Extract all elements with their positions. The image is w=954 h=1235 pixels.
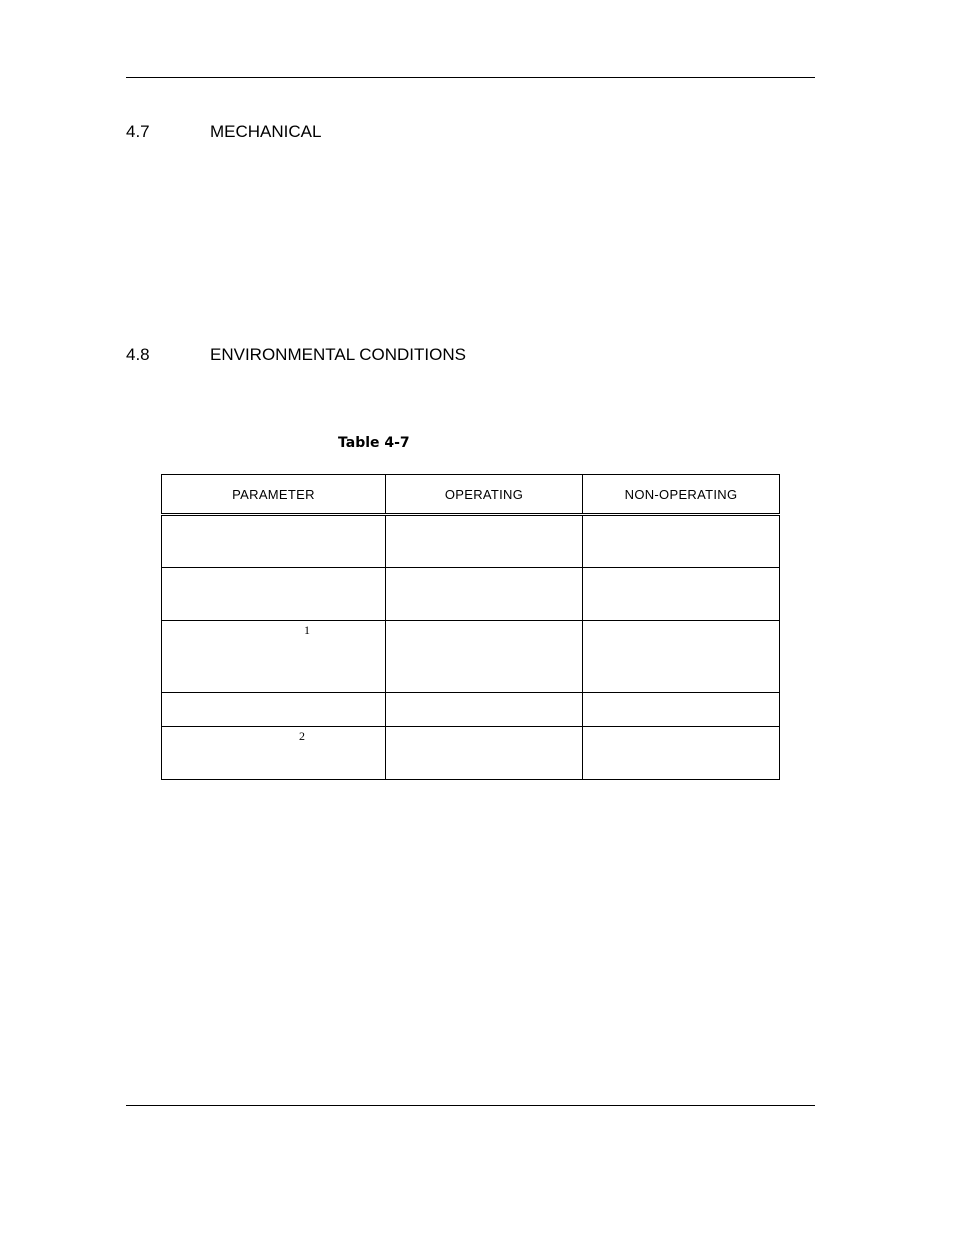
- table-cell: [162, 693, 386, 727]
- header-non-operating: NON-OPERATING: [583, 475, 780, 515]
- table-cell: [583, 515, 780, 568]
- footnote-mark: 2: [299, 729, 305, 743]
- table-cell: [386, 727, 583, 780]
- table-cell: [386, 693, 583, 727]
- table-cell: [386, 515, 583, 568]
- table-header-row: [162, 475, 780, 515]
- table-cell: [386, 621, 583, 693]
- header-rule: [126, 77, 815, 78]
- table-cell: [583, 727, 780, 780]
- environmental-table: [161, 474, 780, 780]
- table-row: [162, 693, 780, 727]
- table-cell: [386, 568, 583, 621]
- table-cell: [162, 621, 386, 693]
- header-operating: OPERATING: [386, 475, 583, 515]
- table-cell: [583, 568, 780, 621]
- table-cell: [583, 621, 780, 693]
- table-caption: Table 4-7: [338, 435, 410, 451]
- section-title: MECHANICAL: [210, 122, 322, 141]
- table-row: [162, 621, 780, 693]
- footer-rule: [126, 1105, 815, 1106]
- table-cell: [162, 727, 386, 780]
- section-number: 4.8: [126, 345, 150, 364]
- section-title: ENVIRONMENTAL CONDITIONS: [210, 345, 466, 364]
- table-row: [162, 515, 780, 568]
- section-number: 4.7: [126, 122, 150, 141]
- table-cell: [162, 568, 386, 621]
- table-cell: [583, 693, 780, 727]
- table-cell: [162, 515, 386, 568]
- footnote-mark: 1: [304, 623, 310, 637]
- header-parameter: PARAMETER: [162, 475, 386, 515]
- table-row: [162, 727, 780, 780]
- table-row: [162, 568, 780, 621]
